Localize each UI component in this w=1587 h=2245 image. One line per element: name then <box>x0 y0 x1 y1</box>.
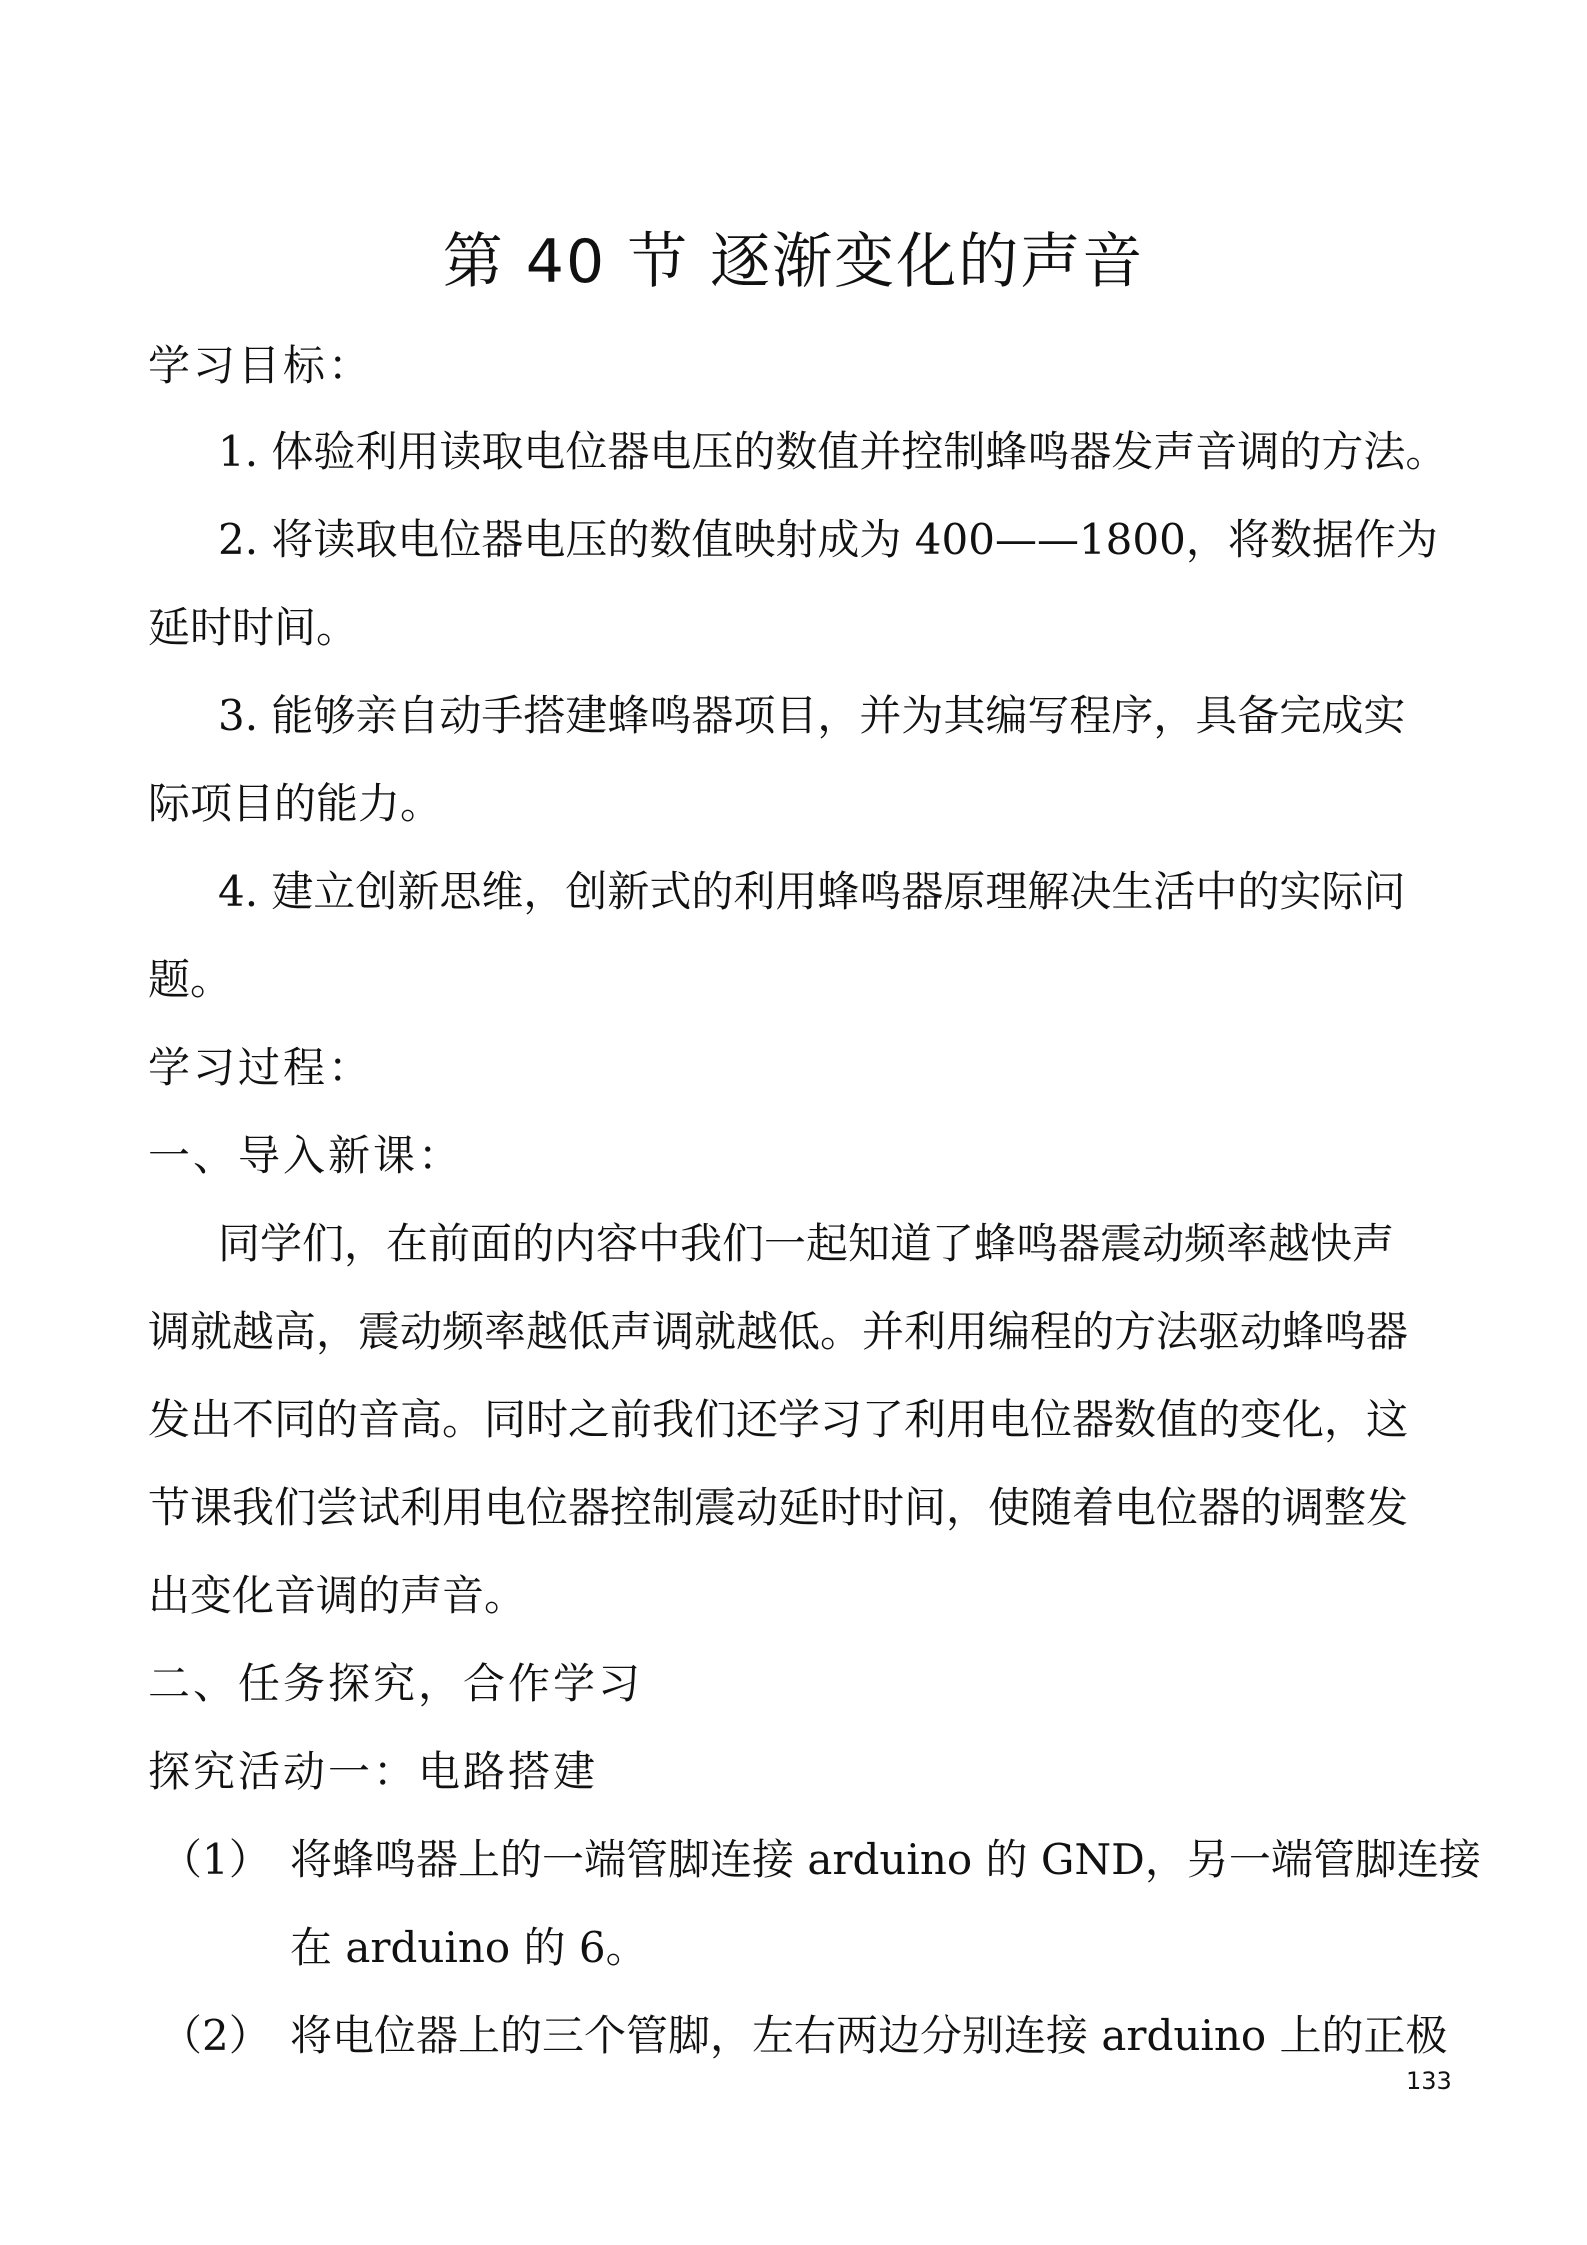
goal-item-3-line-2: 际项目的能力。 <box>148 779 443 828</box>
goal-item-4-line-1: 4. 建立创新思维，创新式的利用蜂鸣器原理解决生活中的实际问 <box>218 867 1406 916</box>
intro-paragraph-line-3: 发出不同的音高。同时之前我们还学习了利用电位器数值的变化，这 <box>148 1395 1409 1444</box>
goal-item-4-line-2: 题。 <box>148 955 233 1004</box>
part1-heading: 一、导入新课： <box>148 1131 464 1180</box>
step-2-line-1: 将电位器上的三个管脚，左右两边分别连接 arduino 上的正极 <box>290 2011 1448 2060</box>
process-heading: 学习过程： <box>148 1043 374 1092</box>
part2-heading: 二、任务探究，合作学习 <box>148 1659 644 1708</box>
intro-paragraph-line-4: 节课我们尝试利用电位器控制震动延时时间，使随着电位器的调整发 <box>148 1483 1409 1532</box>
step-2-number: （2） <box>160 2011 271 2060</box>
goal-item-2-line-2: 延时时间。 <box>148 603 359 652</box>
goal-item-2-line-1: 2. 将读取电位器电压的数值映射成为 400——1800，将数据作为 <box>218 515 1438 564</box>
goal-item-3-line-1: 3. 能够亲自动手搭建蜂鸣器项目，并为其编写程序，具备完成实 <box>218 691 1406 740</box>
step-1-number: （1） <box>160 1835 271 1884</box>
step-1-line-1: 将蜂鸣器上的一端管脚连接 arduino 的 GND，另一端管脚连接 <box>290 1835 1481 1884</box>
activity1-heading: 探究活动一：电路搭建 <box>148 1747 599 1796</box>
step-1-line-2: 在 arduino 的 6。 <box>290 1923 648 1972</box>
page-title: 第 40 节 逐渐变化的声音 <box>442 227 1145 297</box>
intro-paragraph-line-5: 出变化音调的声音。 <box>148 1571 527 1620</box>
page-number: 133 <box>1406 2067 1452 2095</box>
goals-heading: 学习目标： <box>148 341 374 390</box>
intro-paragraph-line-2: 调就越高，震动频率越低声调就越低。并利用编程的方法驱动蜂鸣器 <box>148 1307 1409 1356</box>
goal-item-1-line-1: 1. 体验利用读取电位器电压的数值并控制蜂鸣器发声音调的方法。 <box>218 427 1448 476</box>
intro-paragraph-line-1: 同学们，在前面的内容中我们一起知道了蜂鸣器震动频率越快声 <box>218 1219 1395 1268</box>
